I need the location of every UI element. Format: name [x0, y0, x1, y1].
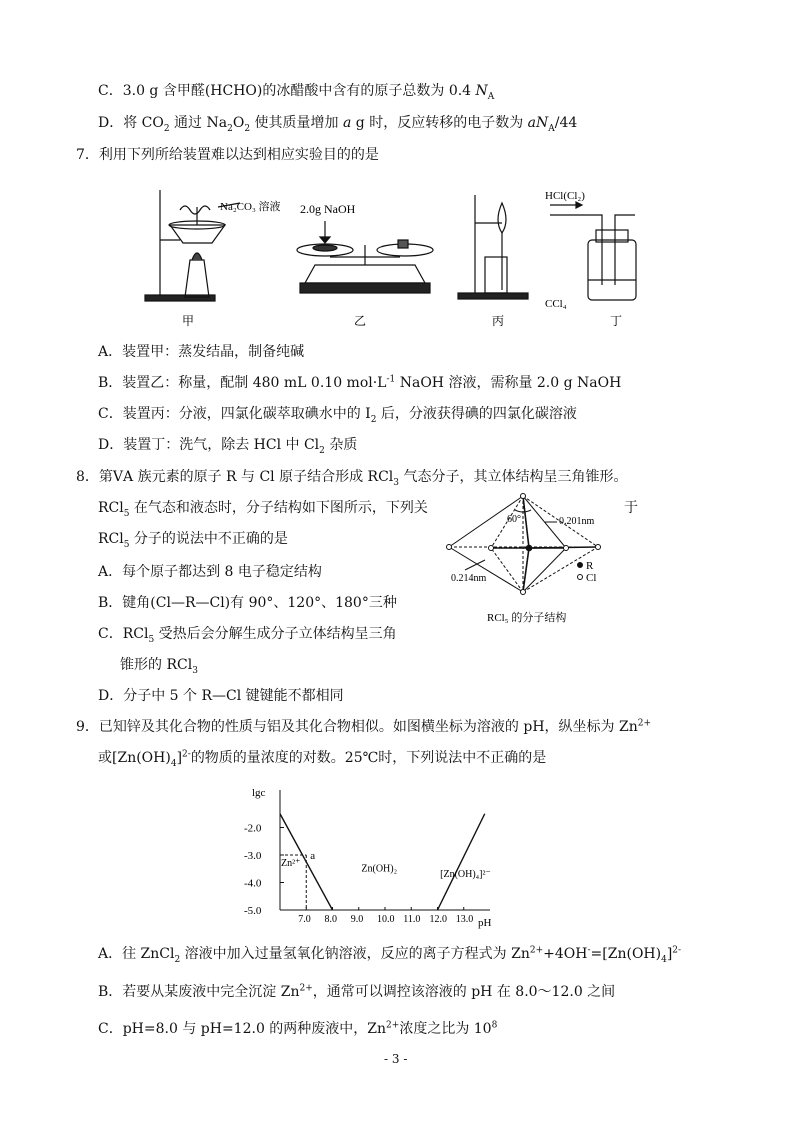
q6-option-d: D．将 $CO_2$ 通过 $Na_2O_2$ 使其质量增加 a g 时，反应转移的电子数为 $aN_A/44$ — [98, 115, 578, 134]
q9-option-c: C．pH=8.0 与 pH=12.0 的两种废液中，$Zn^{2+}$浓度之比为 $10^8$ — [98, 1020, 498, 1037]
y-axis-label: lgc — [252, 787, 266, 799]
x-tick-label: 10.0 — [377, 914, 395, 925]
q7-stem: 7．利用下列所给装置难以达到相应实验目的的是 — [76, 147, 379, 163]
q9-chart — [240, 782, 500, 932]
q7-option-b: B．装置乙：称量，配制 480 mL 0.10 $mol\cdot L^{-1}$ NaOH 溶液，需称量 2.0 g NaOH — [98, 374, 622, 391]
apparatus-yi — [297, 221, 433, 293]
q8-option-a: A．每个原子都达到 8 电子稳定结构 — [98, 564, 322, 580]
x-tick-label: 13.0 — [455, 914, 474, 925]
fig-legend-cl: Cl — [586, 572, 597, 584]
ding-liquid-label: CCl₄ — [545, 298, 567, 310]
q9-stem-line2: 或$[Zn(OH)_4]^{2-}$的物质的量浓度的对数。25℃时，下列说法中不正确的是 — [98, 749, 547, 769]
x-tick-label: 7.0 — [298, 914, 311, 925]
fig-len1: 0.201nm — [559, 516, 595, 527]
q8-stem-line2: RCl$_5$ 在气态和液态时，分子结构如下图所示，下列关 — [98, 500, 428, 519]
apparatus-ding — [550, 202, 636, 300]
caption-bing: 丙 — [492, 314, 505, 328]
q9-stem-line1: 9．已知锌及其化合物的性质与铝及其化合物相似。如图横坐标为溶液的 pH，纵坐标为 $Zn^{2+}$ — [76, 718, 652, 735]
jia-label: Na₂CO₃ 溶液 — [220, 201, 281, 213]
q8-option-c-cont: 锥形的 RCl$_3$ — [120, 657, 198, 676]
y-tick-label: -2.0 — [244, 822, 262, 835]
caption-yi: 乙 — [354, 314, 367, 328]
y-tick-label: -5.0 — [244, 905, 262, 917]
series-line — [438, 814, 485, 910]
x-tick-label: 11.0 — [403, 914, 421, 925]
q8-option-b: B．键角(Cl—R—Cl)有 90°、120°、180°三种 — [98, 595, 397, 611]
yi-label: 2.0g NaOH — [300, 202, 356, 216]
fig-caption: RCl₅ 的分子结构 — [487, 612, 567, 624]
fig-angle: 60° — [507, 514, 521, 525]
x-tick-label: 8.0 — [324, 914, 337, 925]
rcl5-structure-figure — [445, 488, 620, 628]
x-tick-label: 9.0 — [350, 914, 364, 925]
y-tick-label: -3.0 — [244, 850, 262, 862]
apparatus-bing — [458, 195, 528, 299]
caption-ding: 丁 — [610, 314, 623, 328]
page-number: - 3 - — [384, 1052, 408, 1066]
q9-option-b: B．若要从某废液中完全沉淀 $Zn^{2+}$，通常可以调控该溶液的 pH 在 8.0～12.0 之间 — [98, 983, 616, 1000]
q8-option-c: C．RCl$_5$ 受热后会分解生成分子立体结构呈三角 — [98, 626, 397, 645]
point-a-label: a — [310, 850, 316, 862]
q8-stem-line2-tail: 于 — [624, 500, 638, 516]
q7-option-c: C．装置丙：分液，四氯化碳萃取碘水中的 $I_2$ 后，分液获得碘的四氯化碳溶液 — [98, 406, 577, 425]
region-znoh2: Zn(OH)₂ — [361, 863, 398, 875]
q7-option-a: A．装置甲：蒸发结晶，制备纯碱 — [98, 344, 305, 360]
fig-legend-r: R — [586, 560, 594, 572]
q8-stem-line1: 8．第ⅤA 族元素的原子 R 与 Cl 原子结合形成 RCl$_3$ 气态分子，其立体结构呈三角锥形。 — [76, 469, 628, 488]
fig-len2: 0.214nm — [451, 573, 487, 584]
q7-option-d: D．装置丁：洗气，除去 HCl 中 $Cl_2$ 杂质 — [98, 437, 358, 456]
q8-option-d: D．分子中 5 个 R—Cl 键键能不都相同 — [98, 688, 344, 704]
ding-gas-label: HCl(Cl₂) — [545, 190, 585, 202]
caption-jia: 甲 — [182, 314, 195, 328]
region-znoh4: [Zn(OH)₄]²⁻ — [440, 869, 491, 880]
q7-apparatus-figure — [140, 185, 660, 330]
q9-option-a: A．往 ZnCl$_2$ 溶液中加入过量氢氧化钠溶液，反应的离子方程式为 $Zn^{2+}+4OH^-=[Zn(OH)_4]^{2-}$ — [98, 945, 682, 965]
y-tick-label: -4.0 — [244, 877, 262, 890]
region-zn2: Zn²⁺ — [281, 858, 301, 869]
q6-option-c: C．3.0 g 含甲醛(HCHO)的冰醋酸中含有的原子总数为 0.4 $N_A$ — [98, 83, 495, 102]
x-axis-label: pH — [478, 917, 492, 929]
x-tick-label: 12.0 — [429, 914, 447, 925]
q8-stem-line3: RCl$_5$ 分子的说法中不正确的是 — [98, 531, 288, 550]
